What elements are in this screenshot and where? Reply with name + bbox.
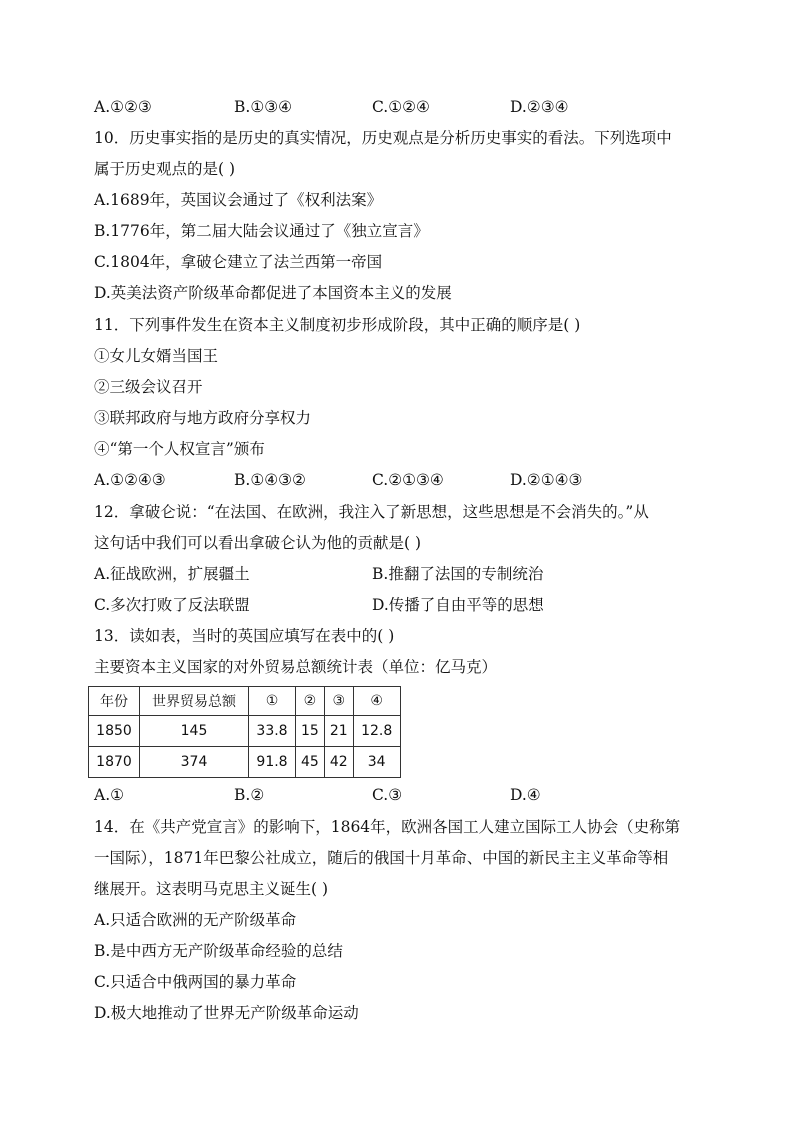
table-header-row — [89, 687, 401, 716]
header-year: 年份 — [89, 687, 140, 716]
q11-item-1: ①女儿女婿当国王 — [94, 347, 219, 365]
q12-option-a: A.征战欧洲，扩展疆土 — [94, 565, 250, 583]
q11-option-d: D.②①④③ — [510, 471, 583, 489]
header-country-2: ② — [296, 687, 325, 716]
q14-stem-line2: 一国际），1871年巴黎公社成立，随后的俄国十月革命、中国的新民主主义革命等相 — [94, 849, 669, 867]
q9-option-c: C.①②④ — [372, 98, 430, 116]
table-row — [89, 716, 401, 747]
q12-option-c: C.多次打败了反法联盟 — [94, 596, 250, 614]
q13-option-a: A.① — [94, 786, 125, 804]
q9-option-d: D.②③④ — [510, 98, 569, 116]
q13-option-d: D.④ — [510, 786, 541, 804]
header-country-3: ③ — [324, 687, 353, 716]
table-cell: 34 — [353, 747, 400, 778]
q12-option-b: B.推翻了法国的专制统治 — [372, 565, 544, 583]
table-cell: 374 — [140, 747, 249, 778]
q12-options-row1 — [94, 563, 714, 585]
q11-option-a: A.①②④③ — [94, 471, 166, 489]
q11-item-2: ②三级会议召开 — [94, 378, 203, 396]
q13-table-title: 主要资本主义国家的对外贸易总额统计表（单位：亿马克） — [94, 658, 498, 676]
q11-options — [94, 469, 714, 491]
table-cell: 1870 — [89, 747, 140, 778]
q14-option-b: B.是中西方无产阶级革命经验的总结 — [94, 942, 343, 960]
table-cell: 42 — [324, 747, 353, 778]
q9-option-a: A.①②③ — [94, 98, 152, 116]
q13-option-c: C.③ — [372, 786, 403, 804]
q10-option-d: D.英美法资产阶级革命都促进了本国资本主义的发展 — [94, 284, 452, 302]
q10-option-a: A.1689年，英国议会通过了《权利法案》 — [94, 191, 383, 209]
header-country-1: ① — [249, 687, 296, 716]
q10-stem-line2: 属于历史观点的是( ) — [94, 160, 236, 178]
table-cell: 12.8 — [353, 716, 400, 747]
q12-stem-line1: 12．拿破仑说：“在法国、在欧洲，我注入了新思想，这些思想是不会消失的。”从 — [94, 503, 649, 521]
table-cell: 45 — [296, 747, 325, 778]
q14-stem-line1: 14．在《共产党宣言》的影响下，1864年，欧洲各国工人建立国际工人协会（史称第 — [94, 818, 681, 836]
table-cell: 1850 — [89, 716, 140, 747]
q11-option-c: C.②①③④ — [372, 471, 444, 489]
table-cell: 145 — [140, 716, 249, 747]
q10-stem-line1: 10．历史事实指的是历史的真实情况，历史观点是分析历史事实的看法。下列选项中 — [94, 129, 672, 147]
table-cell: 91.8 — [249, 747, 296, 778]
header-world-trade: 世界贸易总额 — [140, 687, 249, 716]
table-row — [89, 747, 401, 778]
q14-option-a: A.只适合欧洲的无产阶级革命 — [94, 911, 297, 929]
q9-options — [94, 96, 714, 118]
q10-option-c: C.1804年，拿破仑建立了法兰西第一帝国 — [94, 253, 383, 271]
table-cell: 21 — [324, 716, 353, 747]
q14-option-c: C.只适合中俄两国的暴力革命 — [94, 973, 297, 991]
q13-stem: 13．读如表，当时的英国应填写在表中的( ) — [94, 627, 395, 645]
table-cell: 15 — [296, 716, 325, 747]
q11-item-3: ③联邦政府与地方政府分享权力 — [94, 409, 312, 427]
q11-option-b: B.①④③② — [234, 471, 306, 489]
q12-options-row2 — [94, 594, 714, 616]
q14-option-d: D.极大地推动了世界无产阶级革命运动 — [94, 1004, 359, 1022]
q12-option-d: D.传播了自由平等的思想 — [372, 596, 544, 614]
q13-options — [94, 784, 714, 806]
q13-option-b: B.② — [234, 786, 265, 804]
q11-item-4: ④“第一个人权宣言”颁布 — [94, 440, 265, 458]
trade-table — [88, 686, 401, 778]
q10-option-b: B.1776年，第二届大陆会议通过了《独立宣言》 — [94, 222, 429, 240]
q12-stem-line2: 这句话中我们可以看出拿破仑认为他的贡献是( ) — [94, 534, 422, 552]
q14-stem-line3: 继展开。这表明马克思主义诞生( ) — [94, 880, 329, 898]
header-country-4: ④ — [353, 687, 400, 716]
table-cell: 33.8 — [249, 716, 296, 747]
q11-stem: 11．下列事件发生在资本主义制度初步形成阶段，其中正确的顺序是( ) — [94, 316, 581, 334]
q9-option-b: B.①③④ — [234, 98, 293, 116]
